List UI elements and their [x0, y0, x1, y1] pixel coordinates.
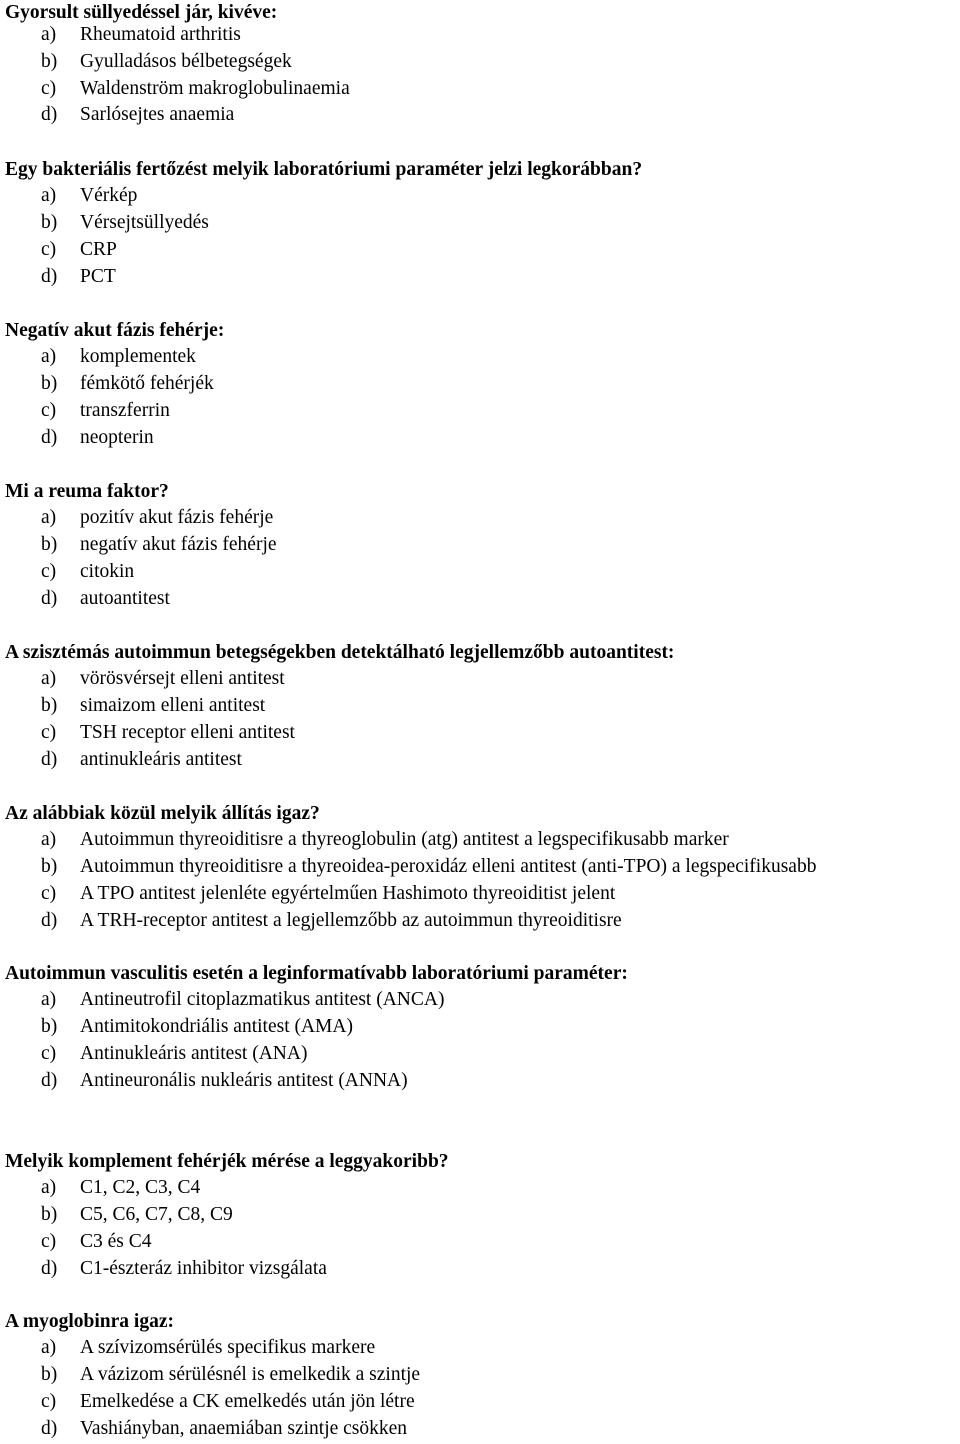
answer-option: [0, 854, 960, 881]
option-letter: b): [41, 856, 58, 877]
option-letter: d): [41, 749, 58, 770]
question-title: Mi a reuma faktor?: [5, 481, 169, 502]
question-title: Negatív akut fázis fehérje:: [5, 320, 225, 341]
answer-option: [0, 1256, 960, 1283]
answer-option: [0, 1175, 960, 1202]
option-letter: c): [41, 78, 57, 99]
option-text: A vázizom sérülésnél is emelkedik a szintje: [80, 1364, 421, 1385]
option-text: transzferrin: [80, 400, 170, 421]
option-text: Antineutrofil citoplazmatikus antitest (ANCA): [80, 989, 445, 1010]
option-letter: c): [41, 1231, 57, 1252]
option-text: A TRH-receptor antitest a legjellemzőbb az autoimmun thyreoiditisre: [80, 910, 622, 931]
answer-option: [0, 371, 960, 398]
option-text: fémkötő fehérjék: [80, 373, 214, 394]
option-text: vörösvérsejt elleni antitest: [80, 668, 285, 689]
option-text: Emelkedése a CK emelkedés után jön létre: [80, 1391, 415, 1412]
answer-option: [0, 747, 960, 774]
question-title: Az alábbiak közül melyik állítás igaz?: [5, 803, 320, 824]
option-text: Antinukleáris antitest (ANA): [80, 1043, 308, 1064]
option-letter: a): [41, 1337, 57, 1358]
answer-option: [0, 559, 960, 586]
option-text: C3 és C4: [80, 1231, 152, 1252]
option-text: C5, C6, C7, C8, C9: [80, 1204, 233, 1225]
option-letter: c): [41, 722, 57, 743]
option-letter: b): [41, 373, 58, 394]
option-letter: b): [41, 1016, 58, 1037]
option-text: CRP: [80, 239, 117, 260]
option-letter: b): [41, 695, 58, 716]
option-text: C1, C2, C3, C4: [80, 1177, 201, 1198]
option-letter: a): [41, 989, 57, 1010]
answer-option: [0, 1416, 960, 1443]
option-letter: c): [41, 1043, 57, 1064]
answer-option: [0, 881, 960, 908]
option-text: Waldenström makroglobulinaemia: [80, 78, 350, 99]
option-letter: b): [41, 212, 58, 233]
answer-option: [0, 1202, 960, 1229]
option-letter: a): [41, 346, 57, 367]
answer-option: [0, 1362, 960, 1389]
option-letter: b): [41, 534, 58, 555]
option-letter: a): [41, 185, 57, 206]
answer-option: [0, 987, 960, 1014]
answer-option: [0, 344, 960, 371]
option-text: neopterin: [80, 427, 154, 448]
answer-option: [0, 22, 960, 49]
question-title: Gyorsult süllyedéssel jár, kivéve:: [5, 2, 278, 23]
option-text: Vérsejtsüllyedés: [80, 212, 209, 233]
option-text: citokin: [80, 561, 135, 582]
answer-option: [0, 1041, 960, 1068]
option-letter: b): [41, 1364, 58, 1385]
option-text: Sarlósejtes anaemia: [80, 104, 235, 125]
answer-option: [0, 102, 960, 129]
answer-option: [0, 210, 960, 237]
option-text: Vérkép: [80, 185, 138, 206]
option-letter: d): [41, 427, 58, 448]
answer-option: [0, 237, 960, 264]
option-letter: d): [41, 910, 58, 931]
option-text: pozitív akut fázis fehérje: [80, 507, 274, 528]
option-letter: a): [41, 668, 57, 689]
answer-option: [0, 666, 960, 693]
option-letter: c): [41, 561, 57, 582]
answer-option: [0, 398, 960, 425]
question-title: A szisztémás autoimmun betegségekben detektálható legjellemzőbb autoantitest:: [5, 642, 675, 663]
option-letter: d): [41, 1070, 58, 1091]
option-text: komplementek: [80, 346, 196, 367]
option-letter: a): [41, 1177, 57, 1198]
option-text: Antineuronális nukleáris antitest (ANNA): [80, 1070, 408, 1091]
option-letter: a): [41, 507, 57, 528]
question-title: Melyik komplement fehérjék mérése a leggyakoribb?: [5, 1151, 449, 1172]
option-letter: d): [41, 1258, 58, 1279]
option-letter: c): [41, 1391, 57, 1412]
option-letter: a): [41, 829, 57, 850]
answer-option: [0, 1229, 960, 1256]
question-title: A myoglobinra igaz:: [5, 1311, 174, 1332]
answer-option: [0, 76, 960, 103]
option-text: C1-észteráz inhibitor vizsgálata: [80, 1258, 327, 1279]
option-text: autoantitest: [80, 588, 170, 609]
option-letter: d): [41, 1418, 58, 1439]
answer-option: [0, 425, 960, 452]
option-letter: c): [41, 400, 57, 421]
option-text: TSH receptor elleni antitest: [80, 722, 295, 743]
answer-option: [0, 1068, 960, 1095]
answer-option: [0, 693, 960, 720]
option-letter: d): [41, 266, 58, 287]
option-text: PCT: [80, 266, 116, 287]
option-letter: d): [41, 104, 58, 125]
option-text: simaizom elleni antitest: [80, 695, 266, 716]
answer-option: [0, 532, 960, 559]
question-title: Egy bakteriális fertőzést melyik laboratóriumi paraméter jelzi legkorábban?: [5, 159, 643, 180]
option-text: Gyulladásos bélbetegségek: [80, 51, 292, 72]
option-text: antinukleáris antitest: [80, 749, 242, 770]
option-text: Rheumatoid arthritis: [80, 24, 241, 45]
question-title: Autoimmun vasculitis esetén a leginformatívabb laboratóriumi paraméter:: [5, 963, 628, 984]
option-text: Vashiányban, anaemiában szintje csökken: [80, 1418, 408, 1439]
answer-option: [0, 1014, 960, 1041]
option-text: A TPO antitest jelenléte egyértelműen Hashimoto thyreoiditist jelent: [80, 883, 616, 904]
answer-option: [0, 908, 960, 935]
answer-option: [0, 183, 960, 210]
answer-option: [0, 1389, 960, 1416]
option-text: A szívizomsérülés specifikus markere: [80, 1337, 376, 1358]
answer-option: [0, 264, 960, 291]
option-letter: c): [41, 883, 57, 904]
answer-option: [0, 586, 960, 613]
option-letter: a): [41, 24, 57, 45]
option-letter: b): [41, 51, 58, 72]
answer-option: [0, 827, 960, 854]
option-text: Autoimmun thyreoiditisre a thyreoidea-peroxidáz elleni antitest (anti-TPO) a legspecifikusabb: [80, 856, 817, 877]
option-letter: b): [41, 1204, 58, 1225]
option-text: negatív akut fázis fehérje: [80, 534, 277, 555]
answer-option: [0, 505, 960, 532]
option-text: Autoimmun thyreoiditisre a thyreoglobulin (atg) antitest a legspecifikusabb marker: [80, 829, 729, 850]
answer-option: [0, 49, 960, 76]
option-text: Antimitokondriális antitest (AMA): [80, 1016, 353, 1037]
option-letter: d): [41, 588, 58, 609]
answer-option: [0, 720, 960, 747]
answer-option: [0, 1335, 960, 1362]
option-letter: c): [41, 239, 57, 260]
